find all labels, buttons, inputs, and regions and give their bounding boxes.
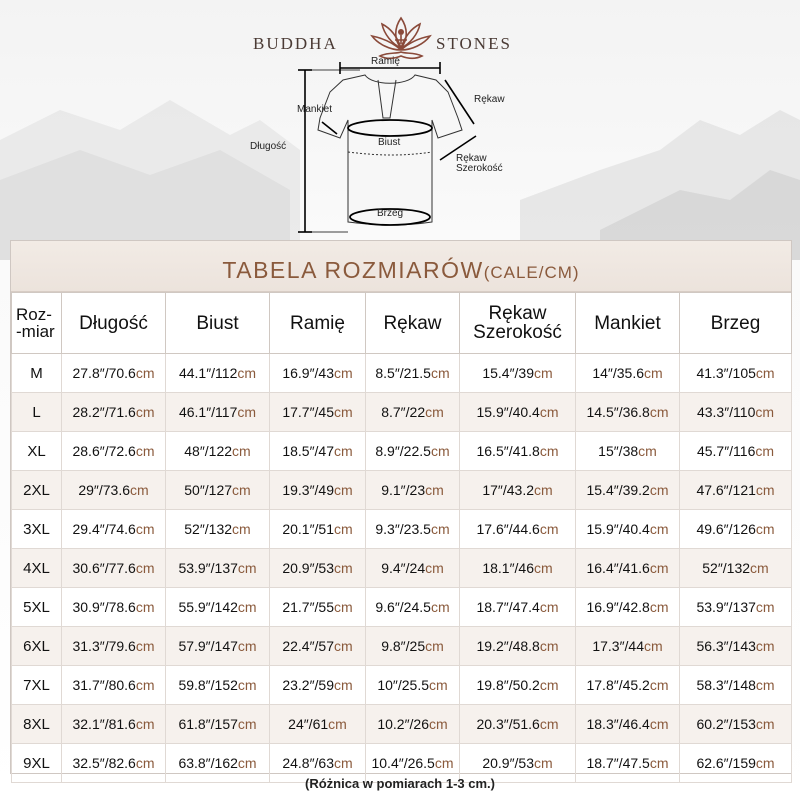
unit-label: cm bbox=[649, 755, 669, 771]
measurement-cell bbox=[270, 393, 366, 432]
measurement-value: 18.7″/47.5 bbox=[586, 755, 650, 771]
measurement-cell bbox=[680, 666, 792, 705]
unit-label: cm bbox=[534, 365, 553, 381]
unit-label: cm bbox=[755, 404, 775, 420]
measurement-value: 9.4″/24 bbox=[381, 560, 426, 576]
measurement-cell bbox=[576, 354, 680, 393]
unit-label: cm bbox=[539, 599, 559, 615]
measurement-cell bbox=[576, 549, 680, 588]
measurement-value: 17.6″/44.6 bbox=[476, 521, 540, 537]
measurement-cell bbox=[460, 432, 576, 471]
unit-label: cm bbox=[649, 482, 669, 498]
measurement-cell bbox=[270, 705, 366, 744]
diagram-label-cuff: Mankiet bbox=[297, 104, 333, 115]
measurement-value: 28.6″/72.6 bbox=[72, 443, 136, 459]
measurement-cell bbox=[366, 393, 460, 432]
measurement-cell bbox=[460, 510, 576, 549]
measurement-value: 18.5″/47 bbox=[282, 443, 334, 459]
measurement-cell bbox=[366, 705, 460, 744]
unit-label: cm bbox=[232, 443, 251, 459]
measurement-cell bbox=[270, 588, 366, 627]
unit-label: cm bbox=[430, 599, 450, 615]
unit-label: cm bbox=[334, 677, 353, 693]
shirt-measurement-diagram bbox=[0, 0, 800, 240]
measurement-value: 19.3″/49 bbox=[282, 482, 334, 498]
size-cell: 7XL bbox=[12, 666, 62, 705]
unit-label: cm bbox=[135, 521, 155, 537]
measurement-value: 32.1″/81.6 bbox=[72, 716, 136, 732]
column-header: Długość bbox=[62, 293, 166, 354]
unit-label: cm bbox=[755, 755, 775, 771]
measurement-value: 17.7″/45 bbox=[282, 404, 334, 420]
measurement-cell bbox=[270, 510, 366, 549]
measurement-cell bbox=[62, 471, 166, 510]
unit-label: cm bbox=[755, 599, 775, 615]
unit-label: cm bbox=[425, 482, 444, 498]
measurement-value: 10.2″/26 bbox=[377, 716, 429, 732]
measurement-value: 15.9″/40.4 bbox=[586, 521, 650, 537]
table-row bbox=[12, 432, 792, 471]
unit-label: cm bbox=[334, 521, 353, 537]
unit-label: cm bbox=[755, 521, 775, 537]
measurement-value: 58.3″/148 bbox=[696, 677, 756, 693]
measurement-value: 17″/43.2 bbox=[482, 482, 534, 498]
measurement-value: 31.7″/80.6 bbox=[72, 677, 136, 693]
unit-label: cm bbox=[434, 755, 454, 771]
measurement-cell bbox=[270, 627, 366, 666]
size-cell: 8XL bbox=[12, 705, 62, 744]
brand-name-right: STONES bbox=[436, 34, 512, 53]
measurement-value: 63.8″/162 bbox=[178, 755, 238, 771]
measurement-cell bbox=[270, 354, 366, 393]
measurement-value: 20.3″/51.6 bbox=[476, 716, 540, 732]
measurement-cell bbox=[166, 549, 270, 588]
unit-label: cm bbox=[237, 677, 257, 693]
measurement-value: 28.2″/71.6 bbox=[72, 404, 136, 420]
unit-label: cm bbox=[539, 677, 559, 693]
measurement-cell bbox=[366, 432, 460, 471]
unit-label: cm bbox=[649, 716, 669, 732]
measurement-cell bbox=[680, 432, 792, 471]
measurement-cell bbox=[166, 471, 270, 510]
unit-label: cm bbox=[755, 716, 775, 732]
unit-label: cm bbox=[135, 365, 155, 381]
unit-label: cm bbox=[135, 716, 155, 732]
measurement-value: 53.9″/137 bbox=[178, 560, 238, 576]
measurement-cell bbox=[62, 627, 166, 666]
measurement-value: 50″/127 bbox=[184, 482, 233, 498]
unit-label: cm bbox=[232, 521, 251, 537]
table-row bbox=[12, 354, 792, 393]
measurement-cell bbox=[366, 666, 460, 705]
unit-label: cm bbox=[237, 365, 257, 381]
unit-label: cm bbox=[638, 443, 657, 459]
unit-label: cm bbox=[328, 716, 347, 732]
measurement-cell bbox=[576, 666, 680, 705]
unit-label: cm bbox=[135, 443, 155, 459]
size-cell: 6XL bbox=[12, 627, 62, 666]
measurement-value: 43.3″/110 bbox=[696, 404, 756, 420]
measurement-value: 15.4″/39.2 bbox=[586, 482, 650, 498]
column-header: Biust bbox=[166, 293, 270, 354]
measurement-value: 52″/132 bbox=[184, 521, 233, 537]
unit-label: cm bbox=[237, 404, 257, 420]
measurement-cell bbox=[270, 471, 366, 510]
unit-label: cm bbox=[237, 638, 257, 654]
measurement-cell bbox=[62, 354, 166, 393]
unit-label: cm bbox=[237, 560, 257, 576]
unit-label: cm bbox=[430, 521, 450, 537]
measurement-cell bbox=[680, 471, 792, 510]
unit-label: cm bbox=[539, 443, 559, 459]
measurement-value: 21.7″/55 bbox=[282, 599, 334, 615]
measurement-value: 20.1″/51 bbox=[282, 521, 334, 537]
measurement-value: 30.6″/77.6 bbox=[72, 560, 136, 576]
measurement-note: (Różnica w pomiarach 1-3 cm.) bbox=[305, 776, 495, 791]
measurement-value: 24.8″/63 bbox=[282, 755, 334, 771]
unit-label: cm bbox=[534, 755, 553, 771]
measurement-cell bbox=[166, 510, 270, 549]
measurement-value: 30.9″/78.6 bbox=[72, 599, 136, 615]
measurement-value: 20.9″/53 bbox=[482, 755, 534, 771]
size-cell: 2XL bbox=[12, 471, 62, 510]
unit-label: cm bbox=[425, 404, 444, 420]
measurement-value: 41.3″/105 bbox=[696, 365, 756, 381]
measurement-cell bbox=[680, 588, 792, 627]
column-header: Rękaw Szerokość bbox=[460, 293, 576, 354]
measurement-cell bbox=[166, 666, 270, 705]
unit-label: cm bbox=[755, 677, 775, 693]
measurement-value: 9.8″/25 bbox=[381, 638, 426, 654]
measurement-cell bbox=[270, 549, 366, 588]
size-cell: 3XL bbox=[12, 510, 62, 549]
measurement-value: 15.4″/39 bbox=[482, 365, 534, 381]
measurement-cell bbox=[680, 354, 792, 393]
measurement-value: 52″/132 bbox=[702, 560, 751, 576]
measurement-cell bbox=[270, 432, 366, 471]
measurement-value: 61.8″/157 bbox=[178, 716, 238, 732]
measurement-cell bbox=[62, 510, 166, 549]
measurement-cell bbox=[366, 471, 460, 510]
measurement-cell bbox=[166, 432, 270, 471]
measurement-value: 53.9″/137 bbox=[696, 599, 756, 615]
measurement-value: 48″/122 bbox=[184, 443, 233, 459]
table-row bbox=[12, 627, 792, 666]
measurement-cell bbox=[460, 393, 576, 432]
measurement-value: 32.5″/82.6 bbox=[72, 755, 136, 771]
unit-label: cm bbox=[534, 560, 553, 576]
unit-label: cm bbox=[750, 560, 769, 576]
measurement-cell bbox=[166, 627, 270, 666]
measurement-value: 18.3″/46.4 bbox=[586, 716, 650, 732]
measurement-value: 9.1″/23 bbox=[381, 482, 426, 498]
measurement-value: 19.8″/50.2 bbox=[476, 677, 540, 693]
unit-label: cm bbox=[429, 677, 448, 693]
table-header-row bbox=[12, 293, 792, 354]
table-row bbox=[12, 666, 792, 705]
measurement-cell bbox=[270, 666, 366, 705]
unit-label: cm bbox=[334, 638, 353, 654]
unit-label: cm bbox=[755, 443, 775, 459]
measurement-value: 16.4″/41.6 bbox=[586, 560, 650, 576]
size-chart-title bbox=[11, 241, 791, 292]
unit-label: cm bbox=[135, 638, 155, 654]
measurement-cell bbox=[460, 549, 576, 588]
measurement-cell bbox=[576, 588, 680, 627]
measurement-cell bbox=[460, 471, 576, 510]
measurement-value: 57.9″/147 bbox=[178, 638, 238, 654]
measurement-cell bbox=[680, 627, 792, 666]
unit-label: cm bbox=[649, 560, 669, 576]
measurement-value: 16.9″/42.8 bbox=[586, 599, 650, 615]
unit-label: cm bbox=[534, 482, 553, 498]
measurement-value: 15″/38 bbox=[598, 443, 639, 459]
measurement-value: 9.3″/23.5 bbox=[375, 521, 431, 537]
measurement-value: 29″/73.6 bbox=[78, 482, 130, 498]
measurement-value: 17.3″/44 bbox=[592, 638, 644, 654]
measurement-cell bbox=[62, 666, 166, 705]
unit-label: cm bbox=[334, 560, 353, 576]
measurement-cell bbox=[576, 627, 680, 666]
measurement-cell bbox=[366, 627, 460, 666]
measurement-value: 23.2″/59 bbox=[282, 677, 334, 693]
column-header: Rękaw bbox=[366, 293, 460, 354]
measurement-value: 55.9″/142 bbox=[178, 599, 238, 615]
unit-label: cm bbox=[429, 716, 448, 732]
size-chart-title-text: TABELA ROZMIARÓW bbox=[222, 257, 484, 283]
size-cell: 5XL bbox=[12, 588, 62, 627]
measurement-value: 46.1″/117 bbox=[178, 404, 238, 420]
unit-label: cm bbox=[649, 521, 669, 537]
measurement-value: 9.6″/24.5 bbox=[375, 599, 431, 615]
unit-label: cm bbox=[539, 404, 559, 420]
column-header: Roz- -miar bbox=[12, 293, 62, 354]
size-cell: M bbox=[12, 354, 62, 393]
unit-label: cm bbox=[334, 404, 353, 420]
measurement-value: 24″/61 bbox=[288, 716, 329, 732]
unit-label: cm bbox=[237, 599, 257, 615]
measurement-value: 19.2″/48.8 bbox=[476, 638, 540, 654]
measurement-cell bbox=[62, 432, 166, 471]
unit-label: cm bbox=[755, 638, 775, 654]
measurement-cell bbox=[460, 354, 576, 393]
measurement-value: 10.4″/26.5 bbox=[371, 755, 435, 771]
unit-label: cm bbox=[135, 560, 155, 576]
measurement-value: 60.2″/153 bbox=[696, 716, 756, 732]
measurement-value: 56.3″/143 bbox=[696, 638, 756, 654]
size-cell: L bbox=[12, 393, 62, 432]
measurement-value: 59.8″/152 bbox=[178, 677, 238, 693]
size-cell: XL bbox=[12, 432, 62, 471]
measurement-value: 16.9″/43 bbox=[282, 365, 334, 381]
unit-label: cm bbox=[649, 599, 669, 615]
measurement-cell bbox=[576, 432, 680, 471]
diagram-label-chest: Biust bbox=[378, 137, 401, 148]
unit-label: cm bbox=[334, 599, 353, 615]
diagram-label-sleeve: Rękaw bbox=[474, 94, 505, 105]
measurement-value: 47.6″/121 bbox=[696, 482, 756, 498]
size-table bbox=[11, 292, 792, 783]
measurement-cell bbox=[62, 393, 166, 432]
measurement-cell bbox=[366, 354, 460, 393]
diagram-label-length: Długość bbox=[250, 141, 287, 152]
measurement-cell bbox=[680, 510, 792, 549]
measurement-value: 49.6″/126 bbox=[696, 521, 756, 537]
size-cell: 9XL bbox=[12, 744, 62, 783]
measurement-value: 8.5″/21.5 bbox=[375, 365, 431, 381]
measurement-cell bbox=[576, 705, 680, 744]
measurement-cell bbox=[460, 666, 576, 705]
measurement-value: 8.9″/22.5 bbox=[375, 443, 431, 459]
table-row bbox=[12, 471, 792, 510]
measurement-cell bbox=[166, 705, 270, 744]
measurement-value: 27.8″/70.6 bbox=[72, 365, 136, 381]
measurement-value: 18.7″/47.4 bbox=[476, 599, 540, 615]
unit-label: cm bbox=[135, 599, 155, 615]
unit-label: cm bbox=[237, 716, 257, 732]
measurement-cell bbox=[166, 588, 270, 627]
measurement-cell bbox=[680, 393, 792, 432]
measurement-cell bbox=[460, 627, 576, 666]
unit-label: cm bbox=[425, 638, 444, 654]
measurement-cell bbox=[680, 705, 792, 744]
size-chart-title-unit: (CALE/CM) bbox=[483, 263, 580, 282]
unit-label: cm bbox=[135, 677, 155, 693]
measurement-value: 44.1″/112 bbox=[178, 365, 238, 381]
unit-label: cm bbox=[135, 404, 155, 420]
column-header: Ramię bbox=[270, 293, 366, 354]
measurement-cell bbox=[166, 354, 270, 393]
measurement-cell bbox=[680, 549, 792, 588]
unit-label: cm bbox=[130, 482, 149, 498]
table-row bbox=[12, 393, 792, 432]
table-row bbox=[12, 510, 792, 549]
unit-label: cm bbox=[430, 443, 450, 459]
measurement-cell bbox=[62, 705, 166, 744]
unit-label: cm bbox=[649, 677, 669, 693]
measurement-value: 16.5″/41.8 bbox=[476, 443, 540, 459]
unit-label: cm bbox=[334, 443, 353, 459]
measurement-cell bbox=[62, 549, 166, 588]
measurement-cell bbox=[460, 705, 576, 744]
table-row bbox=[12, 705, 792, 744]
table-body bbox=[12, 354, 792, 783]
unit-label: cm bbox=[232, 482, 251, 498]
column-header: Mankiet bbox=[576, 293, 680, 354]
measurement-cell bbox=[366, 510, 460, 549]
measurement-value: 17.8″/45.2 bbox=[586, 677, 650, 693]
measurement-value: 20.9″/53 bbox=[282, 560, 334, 576]
unit-label: cm bbox=[649, 404, 669, 420]
diagram-label-sleeve-width: Rękaw Szerokość bbox=[456, 153, 503, 174]
unit-label: cm bbox=[135, 755, 155, 771]
diagram-label-hem: Brzeg bbox=[377, 208, 404, 219]
measurement-value: 62.6″/159 bbox=[696, 755, 756, 771]
measurement-cell bbox=[366, 549, 460, 588]
measurement-value: 18.1″/46 bbox=[482, 560, 534, 576]
unit-label: cm bbox=[334, 482, 353, 498]
brand-name-left: BUDDHA bbox=[253, 34, 338, 53]
unit-label: cm bbox=[539, 638, 559, 654]
measurement-value: 14.5″/36.8 bbox=[586, 404, 650, 420]
measurement-value: 10″/25.5 bbox=[377, 677, 429, 693]
measurement-value: 14″/35.6 bbox=[592, 365, 644, 381]
diagram-label-shoulder: Ramię bbox=[371, 56, 400, 67]
unit-label: cm bbox=[334, 755, 353, 771]
table-row bbox=[12, 588, 792, 627]
measurement-value: 22.4″/57 bbox=[282, 638, 334, 654]
table-row bbox=[12, 549, 792, 588]
measurement-cell bbox=[166, 393, 270, 432]
measurement-cell bbox=[576, 393, 680, 432]
measurement-value: 45.7″/116 bbox=[696, 443, 756, 459]
size-chart bbox=[10, 240, 792, 774]
unit-label: cm bbox=[644, 638, 663, 654]
unit-label: cm bbox=[237, 755, 257, 771]
unit-label: cm bbox=[334, 365, 353, 381]
measurement-value: 31.3″/79.6 bbox=[72, 638, 136, 654]
measurement-cell bbox=[366, 588, 460, 627]
measurement-cell bbox=[576, 471, 680, 510]
size-cell: 4XL bbox=[12, 549, 62, 588]
unit-label: cm bbox=[539, 716, 559, 732]
unit-label: cm bbox=[644, 365, 663, 381]
unit-label: cm bbox=[755, 365, 775, 381]
measurement-cell bbox=[62, 588, 166, 627]
unit-label: cm bbox=[425, 560, 444, 576]
column-header: Brzeg bbox=[680, 293, 792, 354]
measurement-value: 29.4″/74.6 bbox=[72, 521, 136, 537]
unit-label: cm bbox=[430, 365, 450, 381]
measurement-cell bbox=[460, 588, 576, 627]
measurement-value: 15.9″/40.4 bbox=[476, 404, 540, 420]
measurement-cell bbox=[576, 510, 680, 549]
unit-label: cm bbox=[539, 521, 559, 537]
measurement-value: 8.7″/22 bbox=[381, 404, 426, 420]
unit-label: cm bbox=[755, 482, 775, 498]
